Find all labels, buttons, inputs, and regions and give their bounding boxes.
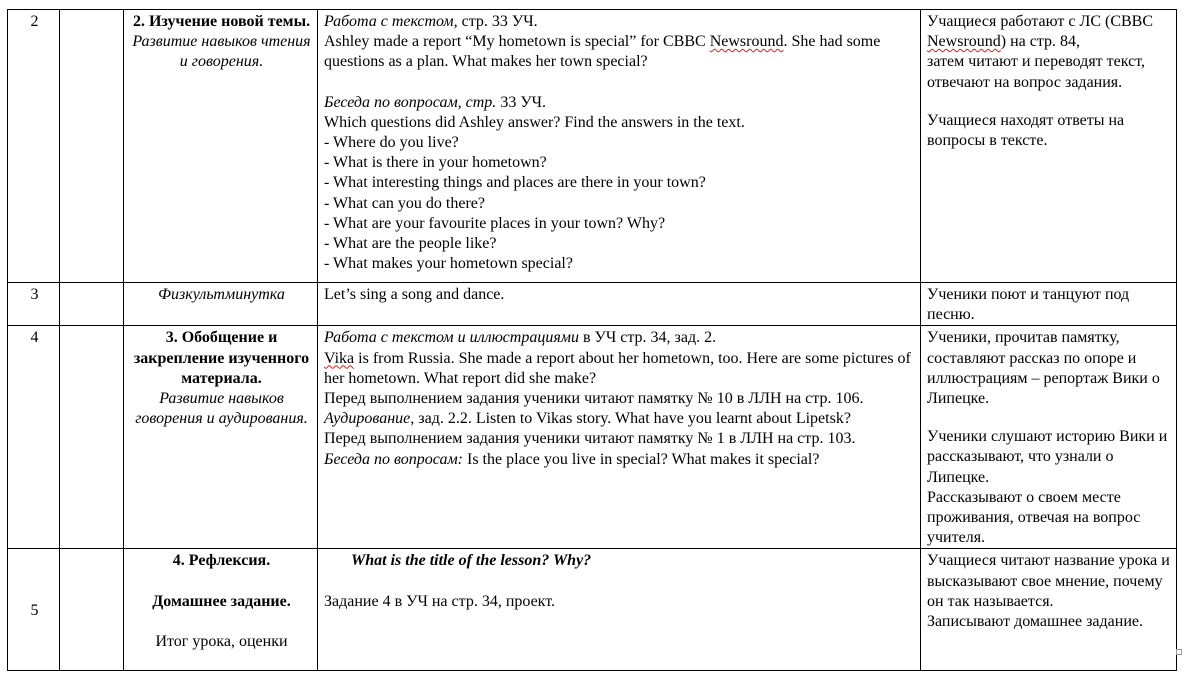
result-text: Учащиеся находят ответы на вопросы в тексте.: [927, 111, 1125, 150]
row-number-cell: [8, 549, 60, 671]
result-text: Ученики, прочитав памятку, составляют рассказ по опоре и иллюстрациям – репортаж Вики о Липецке.: [927, 329, 1160, 408]
activity-text: Is the place you live in special? What makes it special?: [462, 450, 820, 468]
stage-cell: [124, 326, 318, 549]
question-item: - What interesting things and places are there in your town?: [324, 174, 706, 192]
activity-text: Let’s sing a song and dance.: [324, 286, 505, 303]
stage-title: Физкультминутка: [158, 286, 285, 303]
row-number: 5: [30, 601, 39, 619]
table-row: [8, 10, 1177, 283]
question-item: - What makes your hometown special?: [324, 255, 573, 273]
activity-cell: [318, 326, 921, 549]
result-text: Учащиеся работают с ЛС (CBBC: [927, 13, 1154, 30]
activity-text: Ashley made a report “My hometown is special” for CBBC: [324, 33, 710, 51]
question-item: - What can you do there?: [324, 194, 485, 212]
stage-title: Итог урока, оценки: [155, 632, 288, 650]
activity-heading: Беседа по вопросам:: [324, 450, 463, 468]
activity-cell: [318, 549, 921, 671]
row-number-cell: [8, 326, 60, 549]
result-cell: [921, 283, 1177, 326]
activity-heading: Работа с текстом,: [324, 13, 458, 30]
activity-text: Перед выполнением задания ученики читают памятку № 1 в ЛЛН на стр. 103.: [324, 430, 856, 448]
row-number: 3: [30, 286, 39, 303]
table-resize-handle[interactable]: [1176, 649, 1182, 655]
result-text: ) на стр. 84,: [1000, 33, 1081, 51]
stage-subtitle: Развитие навыков чтения и говорения.: [132, 33, 311, 71]
table-row: [8, 326, 1177, 549]
result-cell: [921, 10, 1177, 283]
empty-cell: [60, 549, 124, 671]
question-item: - What are your favourite places in your town? Why?: [324, 214, 666, 232]
question-item: - Where do you live?: [324, 134, 459, 152]
question-item: - What are the people like?: [324, 235, 497, 253]
activity-ref: стр. 33 УЧ.: [457, 13, 538, 30]
activity-text: . She had some questions as a plan. What makes her town special?: [324, 33, 881, 71]
row-number-cell: [8, 283, 60, 326]
stage-cell: [124, 549, 318, 671]
activity-heading: What is the title of the lesson? Why?: [351, 552, 592, 570]
empty-cell: [60, 10, 124, 283]
result-text: Ученики поют и танцуют под песню.: [927, 286, 1130, 324]
activity-text: is from Russia. She made a report about her hometown, too. Here are some pictures of her hometown. What report did she make?: [324, 349, 911, 387]
spellcheck-word: Vika: [324, 349, 355, 367]
result-text: Рассказывают о своем месте проживания, отвечая на вопрос учителя.: [927, 488, 1141, 547]
spellcheck-word: Newsround: [709, 33, 784, 51]
row-number-cell: [8, 10, 60, 283]
result-text: Записывают домашнее задание.: [927, 613, 1143, 631]
activity-cell: [318, 10, 921, 283]
row-number: 4: [30, 329, 39, 347]
result-text: Учащиеся читают название урока и высказывают свое мнение, почему он так называется.: [927, 552, 1170, 610]
lesson-plan-table: [7, 9, 1177, 671]
activity-text: , зад. 2.2. Listen to Vikas story. What have you learnt about Lipetsk?: [410, 410, 851, 428]
activity-text: Перед выполнением задания ученики читают памятку № 10 в ЛЛН на стр. 106.: [324, 390, 864, 408]
activity-ref: 33 УЧ.: [496, 93, 547, 111]
activity-heading: Аудирование: [324, 410, 411, 428]
question-item: - What is there in your hometown?: [324, 154, 547, 172]
table-row: [8, 283, 1177, 326]
stage-cell: [124, 283, 318, 326]
activity-cell: [318, 283, 921, 326]
result-text: затем читают и переводят текст, отвечают на вопрос задания.: [927, 53, 1146, 91]
stage-title: 4. Рефлексия.: [172, 552, 271, 570]
row-number: 2: [30, 13, 39, 30]
stage-title: Домашнее задание.: [152, 592, 291, 610]
result-cell: [921, 549, 1177, 671]
stage-cell: [124, 10, 318, 283]
activity-text: Задание 4 в УЧ на стр. 34, проект.: [324, 592, 556, 610]
result-cell: [921, 326, 1177, 549]
result-text: Ученики слушают историю Вики и рассказывают, что узнали о Липецке.: [927, 428, 1168, 486]
stage-subtitle: Развитие навыков говорения и аудирования.: [135, 390, 308, 428]
empty-cell: [60, 283, 124, 326]
stage-title: 2. Изучение новой темы.: [132, 13, 311, 30]
activity-ref: в УЧ стр. 34, зад. 2.: [578, 329, 717, 347]
activity-text: Which questions did Ashley answer? Find the answers in the text.: [324, 113, 745, 131]
activity-heading: Работа с текстом и иллюстрациями: [324, 329, 579, 347]
activity-heading: Беседа по вопросам, стр.: [324, 93, 497, 111]
stage-title: 3. Обобщение и закрепление изученного материала.: [133, 329, 310, 387]
spellcheck-word: Newsround: [927, 33, 1001, 51]
empty-cell: [60, 326, 124, 549]
table-row: [8, 549, 1177, 671]
